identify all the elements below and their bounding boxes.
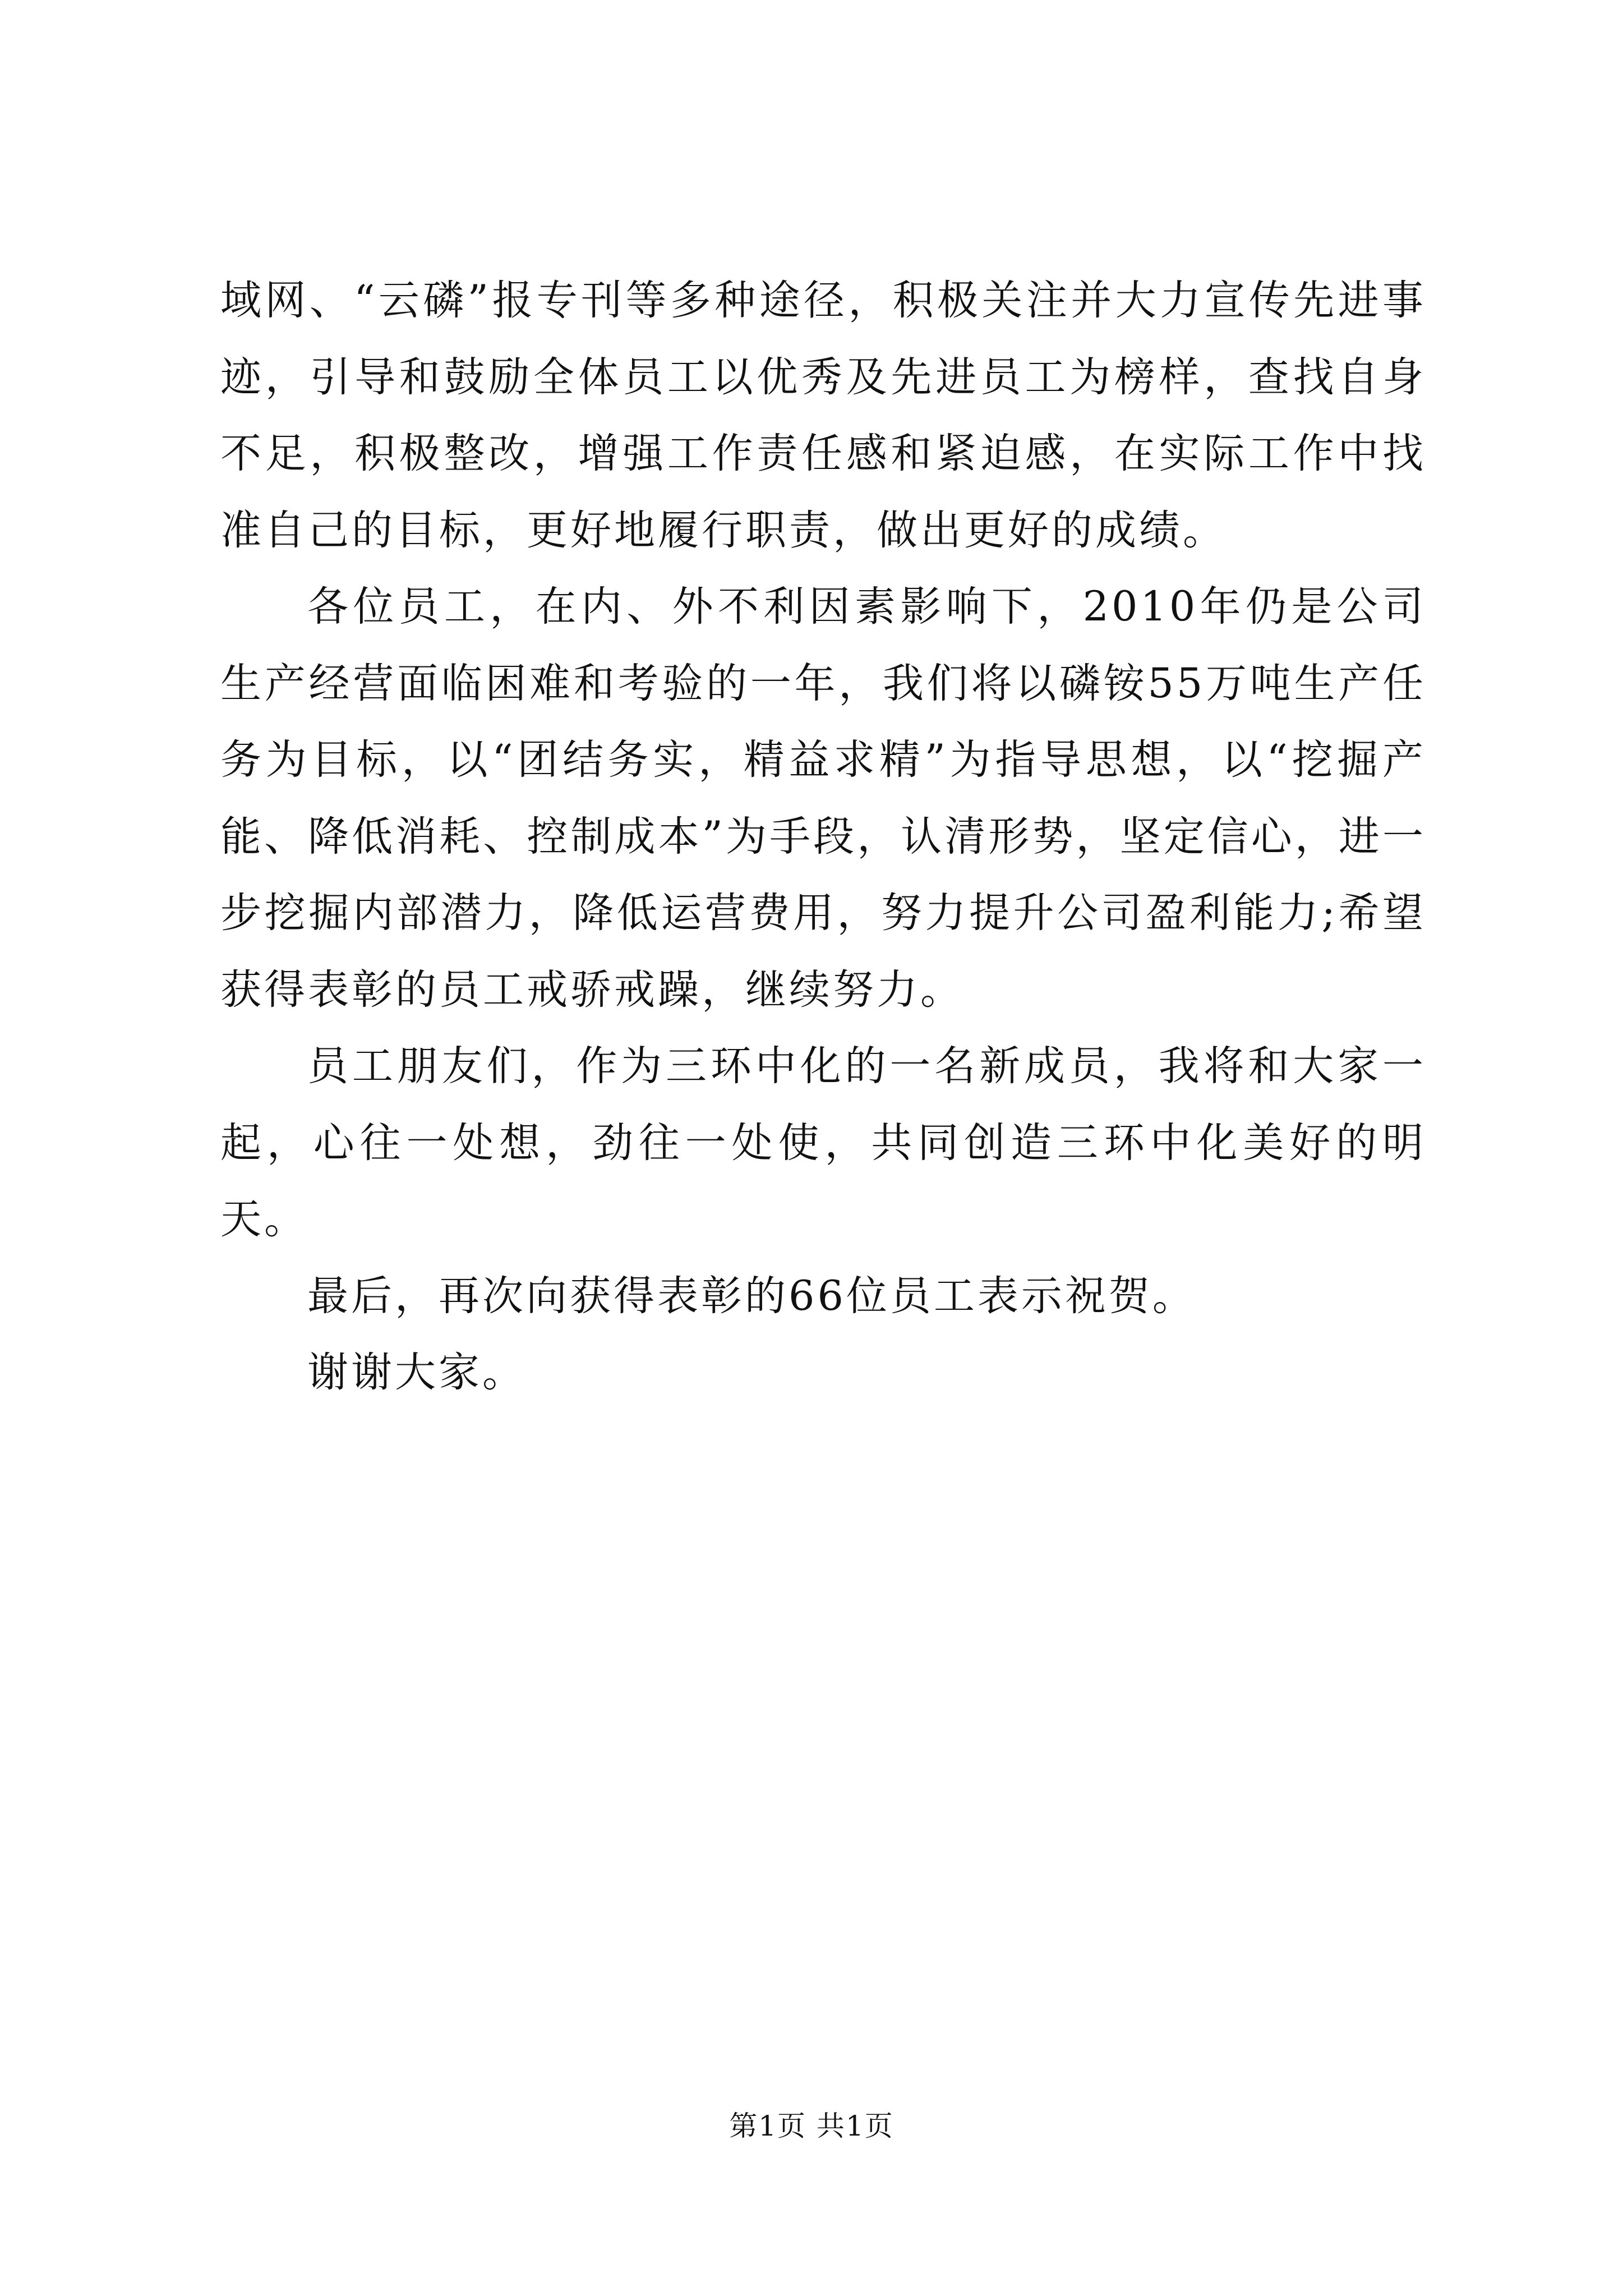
paragraph-5: 谢谢大家。 [307, 1349, 526, 1396]
page-footer: 第1页 共1页 [729, 2110, 894, 2142]
paragraph-3: 员工朋友们，作为三环中化的一名新成员，我将和大家一起，心往一处想，劲往一处使，共同创造三环中化美好的明天。 [220, 1042, 1426, 1243]
paragraph-4: 最后，再次向获得表彰的66位员工表示祝贺。 [307, 1272, 1196, 1320]
paragraph-1: 域网、“云磷”报专刊等多种途径，积极关注并大力宣传先进事迹，引导和鼓励全体员工以优秀及先进员工为榜样，查找自身不足，积极整改，增强工作责任感和紧迫感，在实际工作中找准自己的目标，更好地履行职责，做出更好的成绩。 [220, 277, 1426, 554]
paragraph-2: 各位员工，在内、外不利因素影响下，2010年仍是公司生产经营面临困难和考验的一年，我们将以磷铵55万吨生产任务为目标，以“团结务实，精益求精”为指导思想，以“挖掘产能、降低消耗、控制成本”为手段，认清形势，坚定信心，进一步挖掘内部潜力，降低运营费用，努力提升公司盈利能力;希望获得表彰的员工戒骄戒躁，继续努力。 [220, 583, 1426, 1014]
document-body [220, 263, 1426, 1411]
